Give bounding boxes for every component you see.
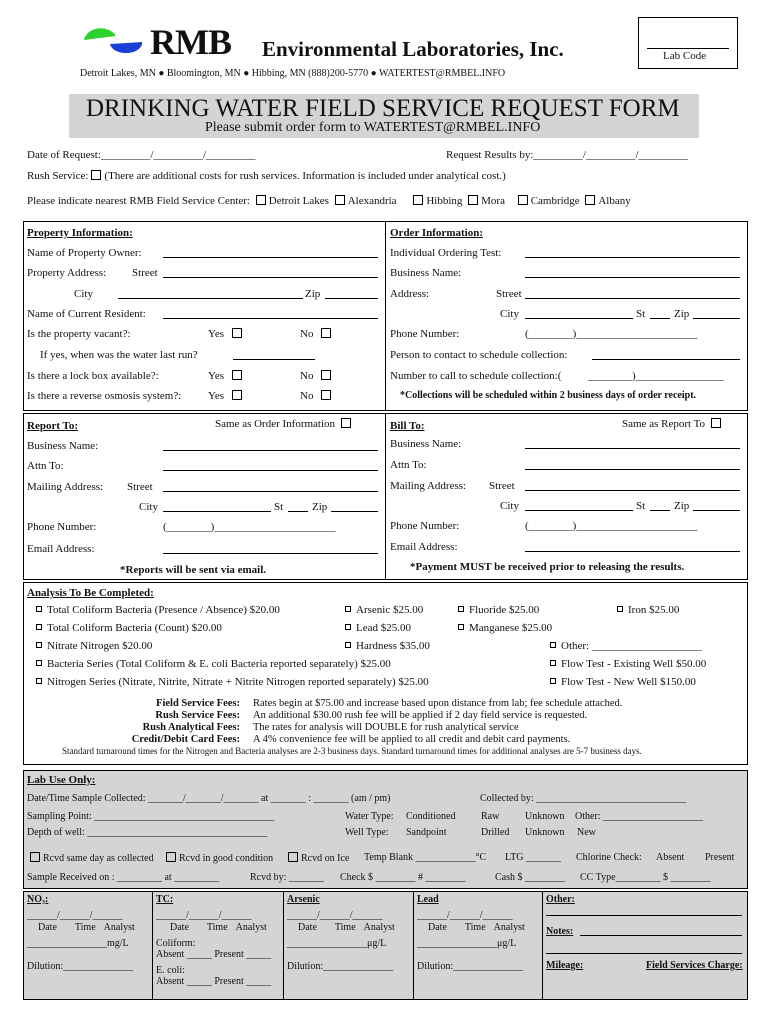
report-street-field[interactable] (163, 482, 378, 492)
arsenic-cols: Date Time Analyst (298, 922, 395, 933)
vacant-no-checkbox[interactable] (321, 328, 331, 338)
center-checkbox[interactable] (585, 195, 595, 205)
lead-dilution[interactable]: Dilution:______________ (417, 961, 524, 972)
lab-check[interactable]: Check $ ________ # ________ (340, 872, 466, 883)
report-zip-label: Zip (312, 501, 328, 513)
tc-ecoli-result[interactable]: Absent _____ Present _____ (156, 976, 272, 987)
fee-label: Rush Service Fees: (155, 710, 240, 721)
analysis-item[interactable]: Lead $25.00 (345, 622, 411, 634)
bill-zip-label: Zip (674, 500, 690, 512)
no-label: No (300, 390, 314, 402)
yes-label: Yes (208, 328, 225, 340)
report-mailing-label: Mailing Address: (27, 481, 104, 493)
no3-cols: Date Time Analyst (38, 922, 135, 933)
zip-field[interactable] (325, 289, 378, 299)
report-phone-label: Phone Number: (27, 521, 97, 533)
arsenic-dilution[interactable]: Dilution:______________ (287, 961, 394, 972)
fee-text: An additional $30.00 rush fee will be applied if 2 day field service is requested. (253, 710, 588, 721)
date-of-request[interactable]: Date of Request:_________/_________/_________ (27, 149, 256, 161)
fee-text: The rates for analysis will DOUBLE for rush analytical service (253, 722, 519, 733)
arsenic-value[interactable]: ________________μg/L (287, 938, 387, 949)
lab-rcvd-same[interactable]: Rcvd same day as collected (27, 852, 154, 864)
order-business-field[interactable] (525, 268, 740, 278)
analysis-item[interactable]: Iron $25.00 (617, 604, 679, 616)
owner-label: Name of Property Owner: (27, 247, 142, 259)
center-checkbox[interactable] (518, 195, 528, 205)
bill-street-label: Street (489, 480, 515, 492)
order-zip-label: Zip (674, 308, 690, 320)
lab-well-type: Well Type: (345, 827, 389, 838)
report-city-label: City (139, 501, 158, 513)
lead-date[interactable]: ______/______/______ (417, 910, 513, 921)
lab-sandpoint[interactable]: Sandpoint (406, 827, 447, 838)
order-call-label: Number to call to schedule collection:( (390, 370, 562, 382)
tc-coliform: Coliform: (156, 938, 196, 949)
order-contact-label: Person to contact to schedule collection: (390, 349, 568, 361)
ro-yes (208, 390, 245, 402)
report-business-label: Business Name: (27, 440, 99, 452)
lab-temp[interactable]: Temp Blank ____________°C (364, 852, 487, 863)
lead-value[interactable]: ________________μg/L (417, 938, 517, 949)
lab-rcvd-ice[interactable]: Rcvd on Ice (285, 852, 349, 864)
order-street-field[interactable] (525, 289, 740, 299)
zip-label: Zip (305, 288, 321, 300)
center-hibbing: Hibbing (426, 195, 463, 207)
center-mora: Mora (481, 195, 505, 207)
order-address-label: Address: (390, 288, 430, 300)
last-run-label: If yes, when was the water last run? (40, 349, 198, 361)
bill-phone-label: Phone Number: (390, 520, 460, 532)
lockbox-no (300, 370, 334, 382)
bill-note: *Payment MUST be received prior to releasing the results. (410, 561, 685, 573)
report-city-field[interactable] (163, 502, 271, 512)
order-business-label: Business Name: (390, 267, 462, 279)
lab-present[interactable]: Present (705, 852, 735, 863)
order-phone-label: Phone Number: (390, 328, 460, 340)
fee-text: A 4% convenience fee will be applied to all credit and debit card payments. (253, 734, 571, 745)
no3-value[interactable]: ________________mg/L (27, 938, 129, 949)
no3-heading: NO₃: (27, 894, 49, 905)
rush-checkbox[interactable] (91, 170, 101, 180)
order-heading: Order Information: (390, 227, 483, 239)
analysis-item[interactable]: Flow Test - New Well $150.00 (550, 676, 696, 688)
last-run-field[interactable] (233, 350, 315, 360)
property-heading: Property Information: (27, 227, 133, 239)
arsenic-heading: Arsenic (287, 894, 320, 905)
vacant-yes-checkbox[interactable] (232, 328, 242, 338)
lab-code-box (638, 17, 738, 69)
center-checkbox[interactable] (468, 195, 478, 205)
analysis-heading: Analysis To Be Completed: (27, 587, 154, 599)
order-st-label: St (636, 308, 646, 320)
lab-received-on[interactable]: Sample Received on : _________ at _________ (27, 872, 220, 883)
report-phone-field[interactable]: (________)______________________ (163, 521, 336, 533)
ro-no (300, 390, 334, 402)
field-services-charge-label: Field Services Charge: (646, 960, 743, 971)
owner-field[interactable] (163, 248, 378, 258)
analysis-item[interactable]: Fluoride $25.00 (458, 604, 539, 616)
center-cambridge: Cambridge (530, 195, 580, 207)
bill-email-field[interactable] (525, 542, 740, 552)
bill-st-label: St (636, 500, 646, 512)
lab-rcvd-good[interactable]: Rcvd in good condition (163, 852, 273, 864)
form-subtitle: Please submit order form to WATERTEST@RMBEL.INFO (205, 120, 541, 135)
report-zip-field[interactable] (331, 502, 378, 512)
report-email-field[interactable] (163, 544, 378, 554)
vacant-no (300, 328, 334, 340)
center-detroit-lakes: Detroit Lakes (268, 195, 329, 207)
order-test-label: Individual Ordering Test: (390, 247, 502, 259)
order-city-field[interactable] (525, 309, 633, 319)
tc-cols: Date Time Analyst (170, 922, 267, 933)
vacant-label: Is the property vacant?: (27, 328, 131, 340)
report-attn-label: Attn To: (27, 460, 64, 472)
arsenic-date[interactable]: ______/______/______ (287, 910, 383, 921)
lab-raw[interactable]: Raw (481, 811, 500, 822)
address-label: Property Address: (27, 267, 107, 279)
yes-label: Yes (208, 390, 225, 402)
tc-heading: TC: (156, 894, 174, 905)
ro-yes-checkbox[interactable] (232, 390, 242, 400)
center-row (27, 195, 631, 207)
resident-field[interactable] (163, 309, 378, 319)
lockbox-no-checkbox[interactable] (321, 370, 331, 380)
lead-heading: Lead (417, 894, 439, 905)
no3-dilution[interactable]: Dilution:______________ (27, 961, 134, 972)
center-alexandria: Alexandria (347, 195, 397, 207)
other-heading: Other: (546, 894, 575, 905)
report-st-label: St (274, 501, 284, 513)
report-note: *Reports will be sent via email. (120, 564, 267, 576)
street-label: Street (132, 267, 158, 279)
fee-label: Rush Analytical Fees: (142, 722, 240, 733)
fee-label: Field Service Fees: (156, 698, 240, 709)
order-zip-field[interactable] (693, 309, 740, 319)
bill-mailing-label: Mailing Address: (390, 480, 467, 492)
lab-absent[interactable]: Absent (656, 852, 685, 863)
bill-city-field[interactable] (525, 501, 633, 511)
logo (82, 22, 152, 58)
analysis-item[interactable]: Other: ____________________ (550, 640, 702, 652)
lab-unknown[interactable]: Unknown (525, 811, 565, 822)
order-st-field[interactable] (650, 309, 670, 319)
report-same (215, 418, 354, 430)
order-note: *Collections will be scheduled within 2 business days of order receipt. (400, 390, 697, 401)
lockbox-yes-checkbox[interactable] (232, 370, 242, 380)
lab-drilled[interactable]: Drilled (481, 827, 510, 838)
lab-conditioned[interactable]: Conditioned (406, 811, 456, 822)
report-same-checkbox[interactable] (341, 418, 351, 428)
lab-datetime[interactable]: Date/Time Sample Collected: _______/_______/_______ at _______ : _______ (am / pm) (27, 793, 391, 804)
bill-same-checkbox[interactable] (711, 418, 721, 428)
resident-label: Name of Current Resident: (27, 308, 146, 320)
bill-phone-field[interactable]: (________)______________________ (525, 520, 698, 532)
rush-row (27, 170, 506, 182)
lab-heading: Lab Use Only: (27, 774, 96, 786)
street-field[interactable] (163, 268, 378, 278)
center-checkbox[interactable] (413, 195, 423, 205)
analysis-item[interactable]: Total Coliform Bacteria (Presence / Absence) $20.00 (36, 604, 280, 616)
form-title: DRINKING WATER FIELD SERVICE REQUEST FORM (86, 95, 680, 122)
lab-cash[interactable]: Cash $ ________ (495, 872, 565, 883)
lockbox-yes (208, 370, 245, 382)
no3-date[interactable]: ______/______/______ (27, 910, 123, 921)
ro-no-checkbox[interactable] (321, 390, 331, 400)
rush-note: (There are additional costs for rush services. Information is included under analytical cost.) (104, 170, 506, 182)
report-street-label: Street (127, 481, 153, 493)
center-checkbox[interactable] (335, 195, 345, 205)
bill-heading: Bill To: (390, 420, 425, 432)
order-city-label: City (500, 308, 519, 320)
lab-rcvd-by[interactable]: Rcvd by: _______ (250, 872, 324, 883)
report-email-label: Email Address: (27, 543, 95, 555)
mileage-label: Mileage: (546, 960, 584, 971)
analysis-item[interactable]: Manganese $25.00 (458, 622, 552, 634)
bill-email-label: Email Address: (390, 541, 458, 553)
notes-label: Notes: (546, 926, 574, 937)
report-st-field[interactable] (288, 502, 308, 512)
center-label: Please indicate nearest RMB Field Service Center: (27, 195, 250, 207)
analysis-item[interactable]: Hardness $35.00 (345, 640, 430, 652)
order-phone-field[interactable]: (________)______________________ (525, 328, 698, 340)
report-same-label: Same as Order Information (215, 418, 336, 430)
lab-new[interactable]: New (577, 827, 596, 838)
report-heading: Report To: (27, 420, 79, 432)
lab-other[interactable]: Other: ____________________ (575, 811, 704, 822)
report-attn-field[interactable] (163, 461, 378, 471)
bill-attn-field[interactable] (525, 460, 740, 470)
lab-chlorine: Chlorine Check: (576, 852, 642, 863)
bill-attn-label: Attn To: (390, 459, 427, 471)
notes-field-2[interactable] (546, 944, 742, 954)
bill-city-label: City (500, 500, 519, 512)
yes-label: Yes (208, 370, 225, 382)
bill-business-field[interactable] (525, 439, 740, 449)
order-test-field[interactable] (525, 248, 740, 258)
fee-label: Credit/Debit Card Fees: (131, 734, 240, 745)
lab-code-label: Lab Code (663, 50, 707, 62)
order-contact-field[interactable] (592, 350, 740, 360)
analysis-item[interactable]: Flow Test - Existing Well $50.00 (550, 658, 706, 670)
vacant-yes (208, 328, 245, 340)
lab-ltg[interactable]: LTG _______ (505, 852, 562, 863)
logo-text: RMB (150, 22, 231, 62)
analysis-item[interactable]: Total Coliform Bacteria (Count) $20.00 (36, 622, 222, 634)
notes-field[interactable] (580, 926, 742, 936)
analysis-item[interactable]: Arsenic $25.00 (345, 604, 423, 616)
order-call-field[interactable]: ________)________________ (588, 370, 724, 382)
analysis-item[interactable]: Nitrate Nitrogen $20.00 (36, 640, 152, 652)
city-label: City (74, 288, 93, 300)
center-checkbox[interactable] (256, 195, 266, 205)
bill-business-label: Business Name: (390, 438, 462, 450)
no-label: No (300, 370, 314, 382)
order-street-label: Street (496, 288, 522, 300)
bill-same-label: Same as Report To (622, 418, 706, 430)
lab-well-unknown[interactable]: Unknown (525, 827, 565, 838)
other-field[interactable] (546, 906, 742, 916)
tc-ecoli: E. coli: (156, 965, 185, 976)
company-name: Environmental Laboratories, Inc. (262, 37, 564, 61)
turnaround-note: Standard turnaround times for the Nitrogen and Bacteria analyses are 2-3 business days. Standard turnaround times for additional analyses are 5-7 business days. (62, 746, 642, 756)
request-results-by[interactable]: Request Results by:_________/_________/_________ (446, 149, 688, 161)
fee-text: Rates begin at $75.00 and increase based upon distance from lab; fee schedule attached. (253, 698, 623, 709)
lead-cols: Date Time Analyst (428, 922, 525, 933)
lab-cc[interactable]: CC Type_________ $ ________ (580, 872, 711, 883)
lab-water-type: Water Type: (345, 811, 394, 822)
report-business-field[interactable] (163, 441, 378, 451)
center-albany: Albany (598, 195, 631, 207)
analysis-item[interactable]: Bacteria Series (Total Coliform & E. coli Bacteria reported separately) $25.00 (36, 658, 391, 670)
bill-zip-field[interactable] (693, 501, 740, 511)
lab-sampling-point[interactable]: Sampling Point: ____________________________________ (27, 811, 275, 822)
bill-st-field[interactable] (650, 501, 670, 511)
tc-date[interactable]: ______/______/______ (156, 910, 252, 921)
bill-street-field[interactable] (525, 481, 740, 491)
lab-collected-by[interactable]: Collected by: ______________________________ (480, 793, 687, 804)
rush-label: Rush Service: (27, 170, 89, 182)
ro-label: Is there a reverse osmosis system?: (27, 390, 182, 402)
bill-same (622, 418, 724, 430)
lockbox-label: Is there a lock box available?: (27, 370, 159, 382)
analysis-item[interactable]: Nitrogen Series (Nitrate, Nitrite, Nitrate + Nitrite Nitrogen reported separately) $25.00 (36, 676, 429, 688)
tc-coliform-result[interactable]: Absent _____ Present _____ (156, 949, 272, 960)
no-label: No (300, 328, 314, 340)
city-field[interactable] (118, 289, 303, 299)
contact-line: Detroit Lakes, MN ● Bloomington, MN ● Hibbing, MN (888)200-5770 ● WATERTEST@RMBEL.INFO (80, 68, 506, 79)
lab-depth[interactable]: Depth of well: ____________________________________ (27, 827, 268, 838)
